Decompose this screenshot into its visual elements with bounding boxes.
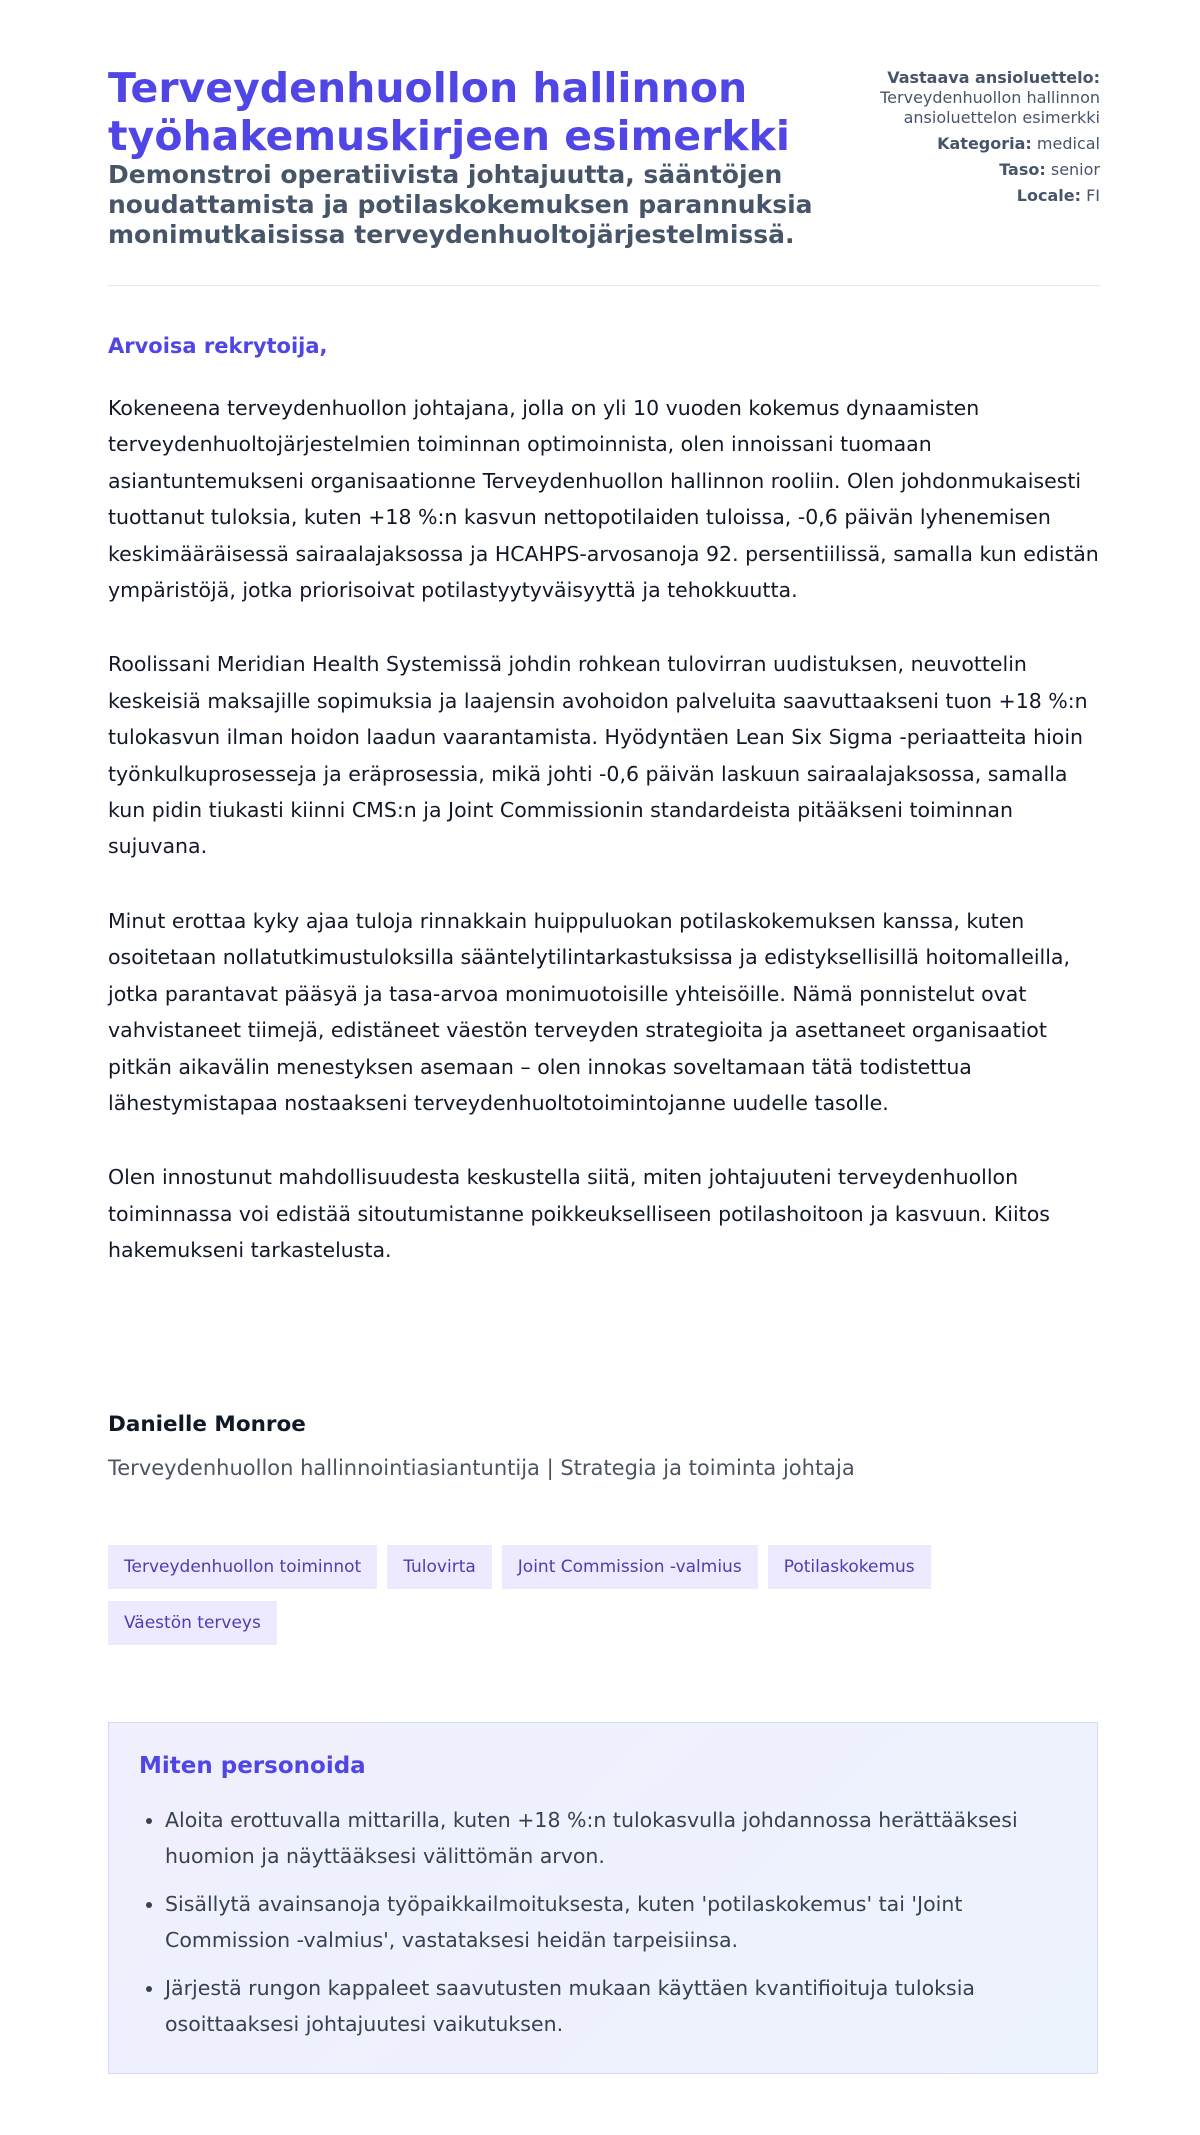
meta-level-value: senior [1050, 160, 1100, 179]
signature-title: Terveydenhuollon hallinnointiasiantuntija | Strategia ja toiminta johtaja [108, 1456, 855, 1480]
header-divider [108, 285, 1100, 286]
meta-resume-link[interactable]: Terveydenhuollon hallinnon ansioluettelon esimerkki [880, 88, 1100, 127]
page-subtitle: Demonstroi operatiivista johtajuutta, sääntöjen noudattamista ja potilaskokemuksen parannuksia monimutkaisissa terveydenhuoltojärjestelmissä. [108, 160, 813, 249]
meta-level [840, 160, 1100, 180]
skill-tag: Väestön terveys [108, 1601, 277, 1645]
letter-salutation: Arvoisa rekrytoija, [108, 334, 328, 358]
meta-level-label: Taso: [999, 160, 1046, 179]
personalization-tips-box [108, 1722, 1098, 2074]
meta-category-value: medical [1036, 134, 1100, 153]
tips-heading: Miten personoida [139, 1753, 366, 1779]
meta-category [840, 134, 1100, 154]
tips-list-item: • Sisällytä avainsanoja työpaikkailmoituksesta, kuten 'potilaskokemus' tai 'Joint Commission -valmius', vastataksesi heidän tarpeisiinsa. [165, 1887, 1085, 1958]
tips-list-item: • Aloita erottuvalla mittarilla, kuten +18 %:n tulokasvulla johdannossa herättääksesi huomion ja näyttääksesi välittömän arvon. [165, 1803, 1085, 1874]
tips-list [139, 1803, 1085, 2055]
letter-body [108, 390, 1100, 1307]
signature-name: Danielle Monroe [108, 1412, 306, 1437]
skill-tag: Tulovirta [387, 1545, 492, 1589]
letter-paragraph: Kokeneena terveydenhuollon johtajana, jolla on yli 10 vuoden kokemus dynaamisten terveydenhuoltojärjestelmien toiminnan optimoinnista, olen innoissani tuomaan asiantuntemukseni organisaationne Terveydenhuollon hallinnon rooliin. Olen johdonmukaisesti tuottanut tuloksia, kuten +18 %:n kasvun nettopotilaiden tuloissa, -0,6 päivän lyhenemisen keskimääräisessä sairaalajaksossa ja HCAHPS-arvosanoja 92. persentiilissä, samalla kun edistän ympäristöjä, jotka priorisoivat potilastyytyväisyyttä ja tehokkuutta. [108, 396, 1099, 603]
meta-panel [840, 68, 1100, 212]
skill-tag: Terveydenhuollon toiminnot [108, 1545, 377, 1589]
meta-locale [840, 186, 1100, 206]
letter-paragraph: Roolissani Meridian Health Systemissä johdin rohkean tulovirran uudistuksen, neuvottelin keskeisiä maksajille sopimuksia ja laajensin avohoidon palveluita saavuttaakseni tuon +18 %:n tulokasvun ilman hoidon laadun vaarantamista. Hyödyntäen Lean Six Sigma -periaatteita hioin työnkulkuprosesseja ja eräprosessia, mikä johti -0,6 päivän laskuun sairaalajaksossa, samalla kun pidin tiukasti kiinni CMS:n ja Joint Commissionin standardeista pitääkseni toiminnan sujuvana. [108, 652, 1088, 859]
meta-resume-label: Vastaava ansioluettelo: [887, 68, 1100, 87]
skill-tag: Potilaskokemus [768, 1545, 931, 1589]
letter-paragraph: Minut erottaa kyky ajaa tuloja rinnakkain huippuluokan potilaskokemuksen kanssa, kuten osoitetaan nollatutkimustuloksilla sääntelytilintarkastuksissa ja edistyksellisillä hoitomalleilla, jotka parantavat pääsyä ja tasa-arvoa monimuotoisille yhteisöille. Nämä ponnistelut ovat vahvistaneet tiimejä, edistäneet väestön terveyden strategioita ja asettaneet organisaatiot pitkän aikavälin menestyksen asemaan – olen innokas soveltamaan tätä todistettua lähestymistapaa nostaakseni terveydenhuoltotoimintojanne uudelle tasolle. [108, 908, 1070, 1115]
page-header [108, 64, 1100, 250]
page-title: Terveydenhuollon hallinnon työhakemuskirjeen esimerkki [108, 64, 790, 160]
skill-tags [108, 1545, 1100, 1657]
skill-tag: Joint Commission -valmius [502, 1545, 758, 1589]
tips-list-item: • Järjestä rungon kappaleet saavutusten mukaan käyttäen kvantifioituja tuloksia osoittaaksesi johtajuutesi vaikutuksen. [165, 1971, 1085, 2042]
meta-locale-value: FI [1086, 186, 1100, 205]
meta-resume [840, 68, 1100, 128]
letter-paragraph: Olen innostunut mahdollisuudesta keskustella siitä, miten johtajuuteni terveydenhuollon toiminnassa voi edistää sitoutumistanne poikkeukselliseen potilashoitoon ja kasvuun. Kiitos hakemukseni tarkastelusta. [108, 1165, 1050, 1263]
meta-locale-label: Locale: [1016, 186, 1081, 205]
meta-category-label: Kategoria: [937, 134, 1032, 153]
